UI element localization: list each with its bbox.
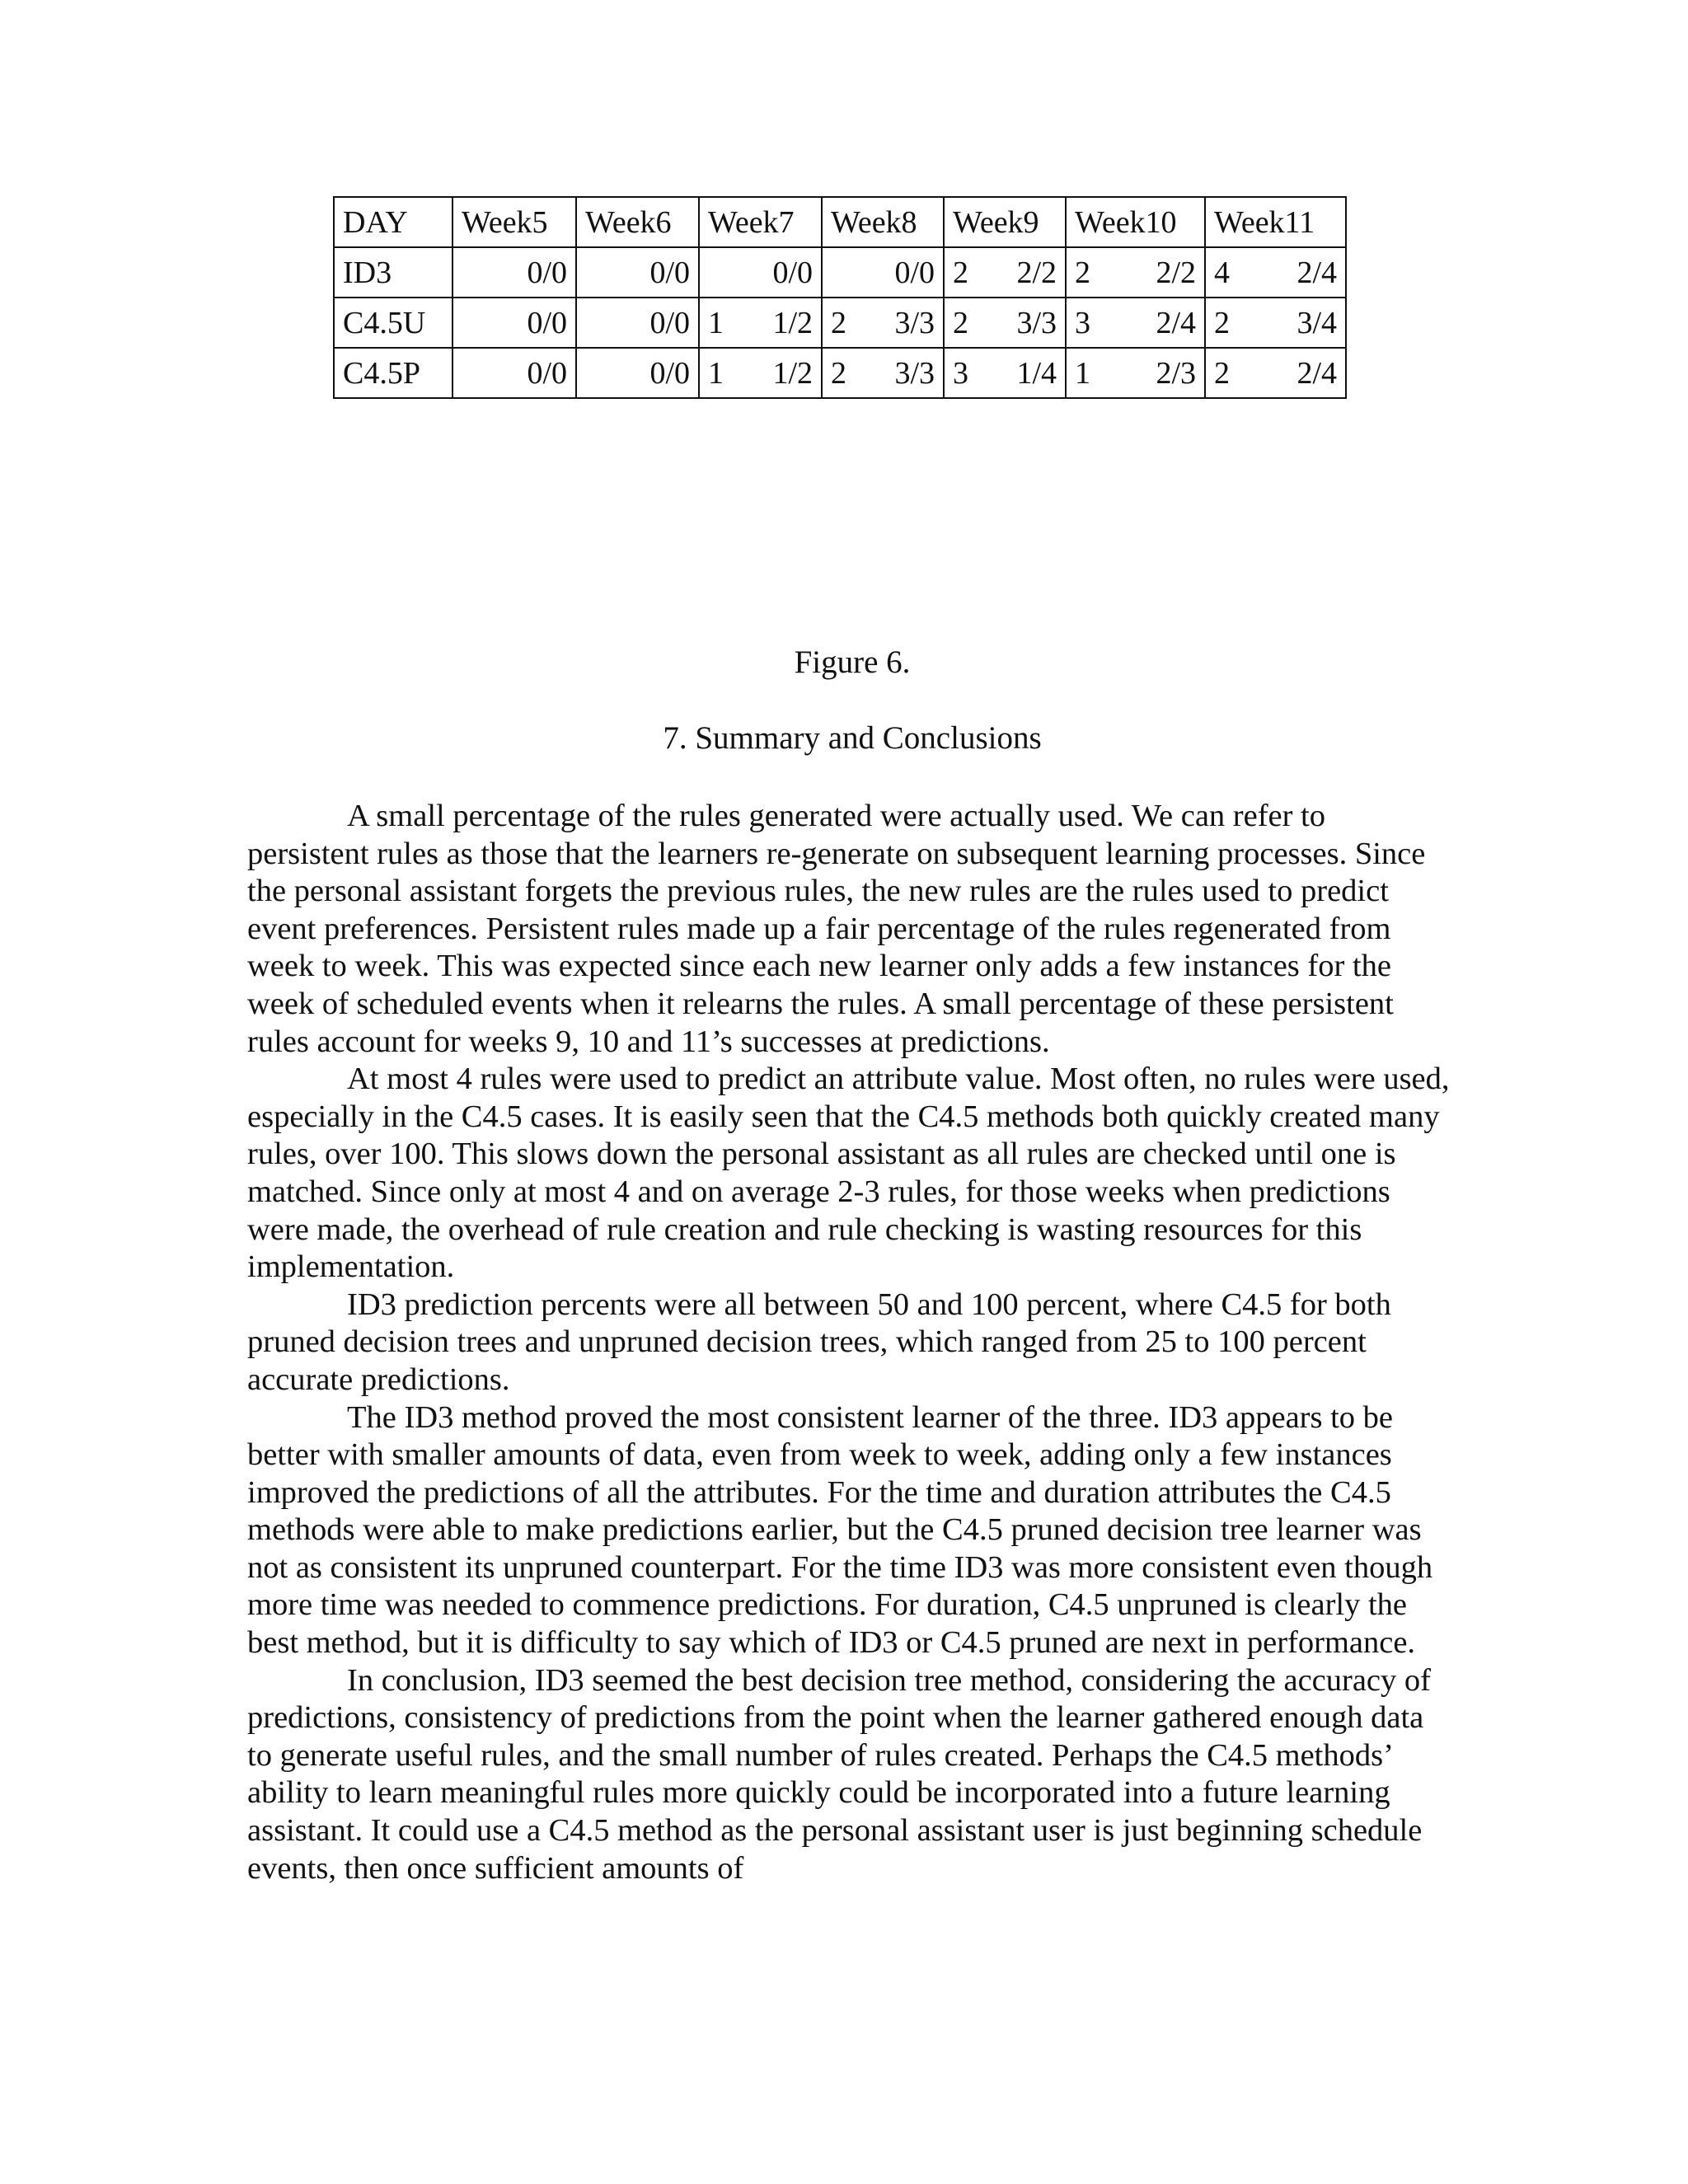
- prediction-ratio: 2/4: [1156, 305, 1196, 340]
- prediction-ratio: 1/2: [772, 305, 813, 340]
- row-label-cell: C4.5U: [334, 298, 452, 348]
- section-title: 7. Summary and Conclusions: [663, 720, 1042, 756]
- prediction-ratio: 3/3: [894, 305, 935, 340]
- rule-count: 1: [708, 355, 724, 391]
- rule-count: 1: [1075, 355, 1090, 391]
- value-cell: [944, 298, 1066, 348]
- prediction-ratio: 2/2: [1156, 255, 1196, 290]
- paragraph: In conclusion, ID3 seemed the best decision tree method, considering the accuracy of predictions, consistency of predictions from the point when the learner gathered enough data to generate useful rules, and the small number of rules created. Perhaps the C4.5 methods’ ability to learn meaningful rules more quickly could be incorporated into a future learning assistant. It could use a C4.5 method as the personal assistant user is just beginning schedule events, then once sufficient amounts of: [247, 1662, 1431, 1886]
- value-cell: [576, 298, 699, 348]
- prediction-ratio: 1/4: [1016, 355, 1057, 391]
- prediction-ratio: 2/4: [1296, 255, 1337, 290]
- prediction-ratio: 2/2: [1016, 255, 1057, 290]
- value-cell: [1066, 247, 1205, 298]
- prediction-ratio: 2/4: [1296, 355, 1337, 391]
- value-cell: [822, 298, 944, 348]
- rule-count: 2: [831, 305, 846, 340]
- paragraph: ID3 prediction percents were all between 50 and 100 percent, where C4.5 for both pruned decision trees and unpruned decision trees, which ranged from 25 to 100 percent accurate predictions.: [247, 1286, 1391, 1397]
- value-cell: [1205, 348, 1346, 398]
- header-cell: DAY: [334, 197, 452, 247]
- rule-count: 3: [953, 355, 968, 391]
- value-cell: [1066, 298, 1205, 348]
- value-cell: [699, 348, 822, 398]
- table-row: [334, 298, 1346, 348]
- rule-count: 3: [1075, 305, 1090, 340]
- paragraph: The ID3 method proved the most consistent learner of the three. ID3 appears to be better with smaller amounts of data, even from week to week, adding only a few instances improved the predictions of all the attributes. For the time and duration attributes the C4.5 methods were able to make predictions earlier, but the C4.5 pruned decision tree learner was not as consistent its unpruned counterpart. For the time ID3 was more consistent even though more time was needed to commence predictions. For duration, C4.5 unpruned is clearly the best method, but it is difficulty to say which of ID3 or C4.5 pruned are next in performance.: [247, 1399, 1433, 1661]
- value-cell: [944, 247, 1066, 298]
- value-cell: [699, 247, 822, 298]
- results-table: [333, 196, 1347, 399]
- rule-count: 4: [1214, 255, 1230, 290]
- value-cell: [1205, 298, 1346, 348]
- prediction-ratio: 1/2: [772, 355, 813, 391]
- value-cell: [822, 348, 944, 398]
- prediction-ratio: 0/0: [649, 255, 690, 290]
- table-header-row: [334, 197, 1346, 247]
- header-cell: Week8: [822, 197, 944, 247]
- prediction-ratio: 0/0: [894, 255, 935, 290]
- prediction-ratio: 0/0: [772, 255, 813, 290]
- value-cell: [452, 247, 576, 298]
- header-cell: Week5: [452, 197, 576, 247]
- table-row: [334, 247, 1346, 298]
- table-row: [334, 348, 1346, 398]
- header-cell: Week6: [576, 197, 699, 247]
- value-cell: [452, 298, 576, 348]
- rule-count: 2: [831, 355, 846, 391]
- paragraph: A small percentage of the rules generated were actually used. We can refer to persistent rules as those that the learners re-generate on subsequent learning processes. Since the personal assistant forgets the previous rules, the new rules are the rules used to predict event preferences. Persistent rules made up a fair percentage of the rules regenerated from week to week. This was expected since each new learner only adds a few instances for the week of scheduled events when it relearns the rules. A small percentage of these persistent rules account for weeks 9, 10 and 11’s successes at predictions.: [247, 799, 1426, 1059]
- value-cell: [944, 348, 1066, 398]
- prediction-ratio: 3/4: [1296, 305, 1337, 340]
- rule-count: 1: [708, 305, 724, 340]
- header-cell: Week10: [1066, 197, 1205, 247]
- prediction-ratio: 3/3: [1016, 305, 1057, 340]
- prediction-ratio: 0/0: [527, 305, 567, 340]
- value-cell: [1205, 247, 1346, 298]
- prediction-ratio: 0/0: [649, 355, 690, 391]
- prediction-ratio: 0/0: [527, 355, 567, 391]
- value-cell: [576, 348, 699, 398]
- rule-count: 2: [1214, 355, 1230, 391]
- paragraph: At most 4 rules were used to predict an attribute value. Most often, no rules were used, especially in the C4.5 cases. It is easily seen that the C4.5 methods both quickly created many rules, over 100. This slows down the personal assistant as all rules are checked until one is matched. Since only at most 4 and on average 2-3 rules, for those weeks when predictions were made, the overhead of rule creation and rule checking is wasting resources for this implementation.: [247, 1062, 1450, 1285]
- prediction-ratio: 3/3: [894, 355, 935, 391]
- value-cell: [576, 247, 699, 298]
- rule-count: 2: [953, 255, 968, 290]
- prediction-ratio: 2/3: [1156, 355, 1196, 391]
- figure-caption: Figure 6.: [794, 644, 911, 680]
- rule-count: 2: [953, 305, 968, 340]
- rule-count: 2: [1214, 305, 1230, 340]
- row-label-cell: ID3: [334, 247, 452, 298]
- prediction-ratio: 0/0: [649, 305, 690, 340]
- value-cell: [1066, 348, 1205, 398]
- value-cell: [699, 298, 822, 348]
- value-cell: [452, 348, 576, 398]
- header-cell: Week11: [1205, 197, 1346, 247]
- row-label-cell: C4.5P: [334, 348, 452, 398]
- prediction-ratio: 0/0: [527, 255, 567, 290]
- header-cell: Week7: [699, 197, 822, 247]
- results-table-body: [334, 197, 1346, 398]
- value-cell: [822, 247, 944, 298]
- header-cell: Week9: [944, 197, 1066, 247]
- rule-count: 2: [1075, 255, 1090, 290]
- body-text: [247, 798, 1451, 1887]
